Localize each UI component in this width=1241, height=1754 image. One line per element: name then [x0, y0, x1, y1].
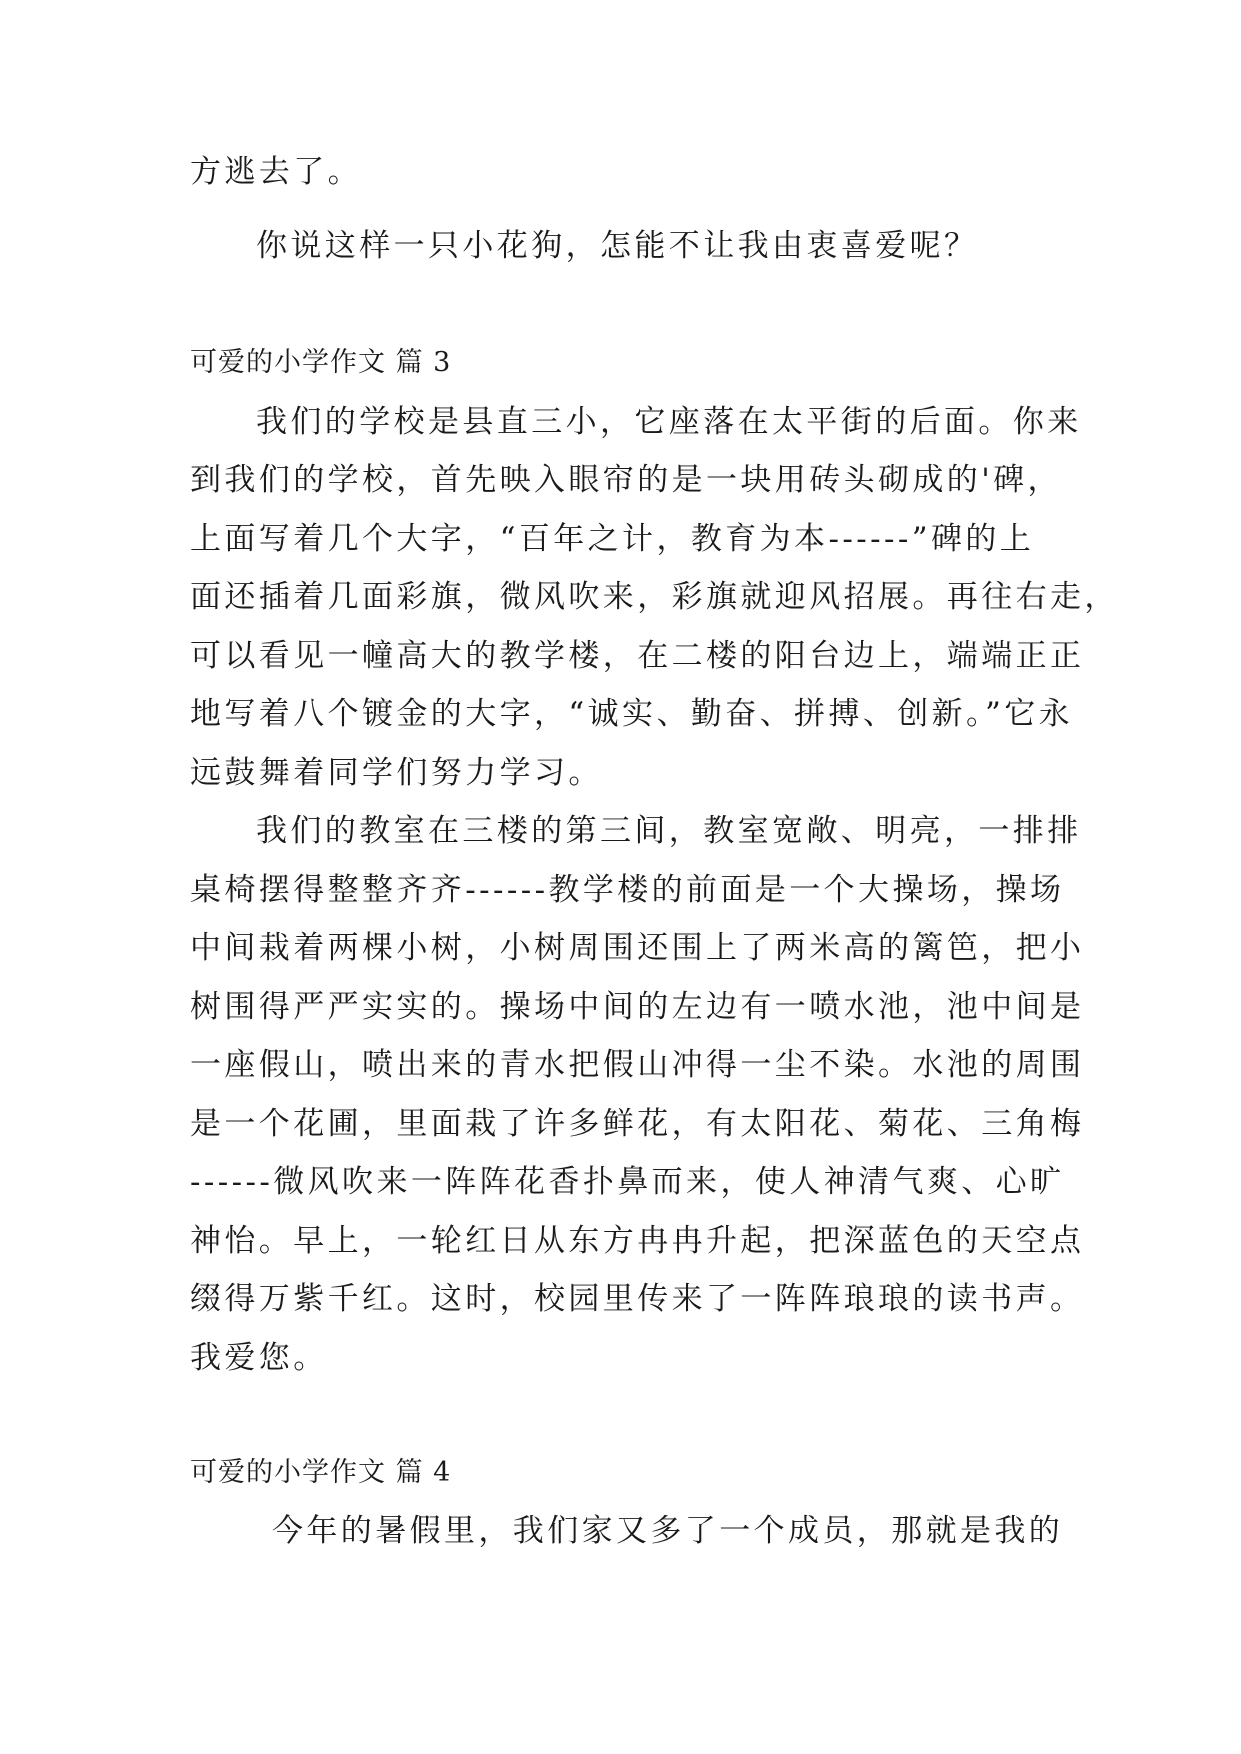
- paragraph-line: 桌椅摆得整整齐齐------教学楼的前面是一个大操场，操场: [190, 872, 1065, 908]
- paragraph-line: 我们的学校是县直三小，它座落在太平街的后面。你来: [256, 404, 1082, 440]
- paragraph-line: 远鼓舞着同学们努力学习。: [190, 755, 603, 791]
- paragraph-line: 缀得万紫千红。这时，校园里传来了一阵阵琅琅的读书声。: [190, 1281, 1085, 1317]
- paragraph-line: 中间栽着两棵小树，小树周围还围上了两米高的篱笆，把小: [190, 930, 1085, 966]
- paragraph-line: 上面写着几个大字，“百年之计，教育为本------”碑的上: [190, 521, 1035, 557]
- paragraph-line: 一座假山，喷出来的青水把假山冲得一尘不染。水池的周围: [190, 1047, 1085, 1083]
- paragraph-line: 到我们的学校，首先映入眼帘的是一块用砖头砌成的'碑，: [190, 462, 1062, 498]
- paragraph-line: 我们的教室在三楼的第三间，教室宽敞、明亮，一排排: [256, 813, 1082, 849]
- paragraph-line: 今年的暑假里，我们家又多了一个成员，那就是我的: [272, 1513, 1064, 1549]
- paragraph-line: 是一个花圃，里面栽了许多鲜花，有太阳花、菊花、三角梅: [190, 1106, 1085, 1142]
- paragraph-line: 地写着八个镀金的大字，“诚实、勤奋、拼搏、创新。”它永: [190, 696, 1073, 732]
- section-heading-3: 可爱的小学作文 篇 3: [190, 347, 452, 378]
- paragraph-line: 方逃去了。: [190, 154, 362, 190]
- section-heading-4: 可爱的小学作文 篇 4: [190, 1457, 452, 1488]
- paragraph-line: ------微风吹来一阵阵花香扑鼻而来，使人神清气爽、心旷: [190, 1164, 1065, 1200]
- paragraph-line: 可以看见一幢高大的教学楼，在二楼的阳台边上，端端正正: [190, 638, 1085, 674]
- paragraph-line: 我爱您。: [190, 1340, 328, 1376]
- paragraph-line: 神怡。早上，一轮红日从东方冉冉升起，把深蓝色的天空点: [190, 1223, 1085, 1259]
- paragraph-line: 面还插着几面彩旗，微风吹来，彩旗就迎风招展。再往右走，: [190, 579, 1119, 615]
- paragraph-line: 树围得严严实实的。操场中间的左边有一喷水池，池中间是: [190, 989, 1085, 1025]
- paragraph-line: 你说这样一只小花狗，怎能不让我由衷喜爱呢？: [256, 228, 979, 264]
